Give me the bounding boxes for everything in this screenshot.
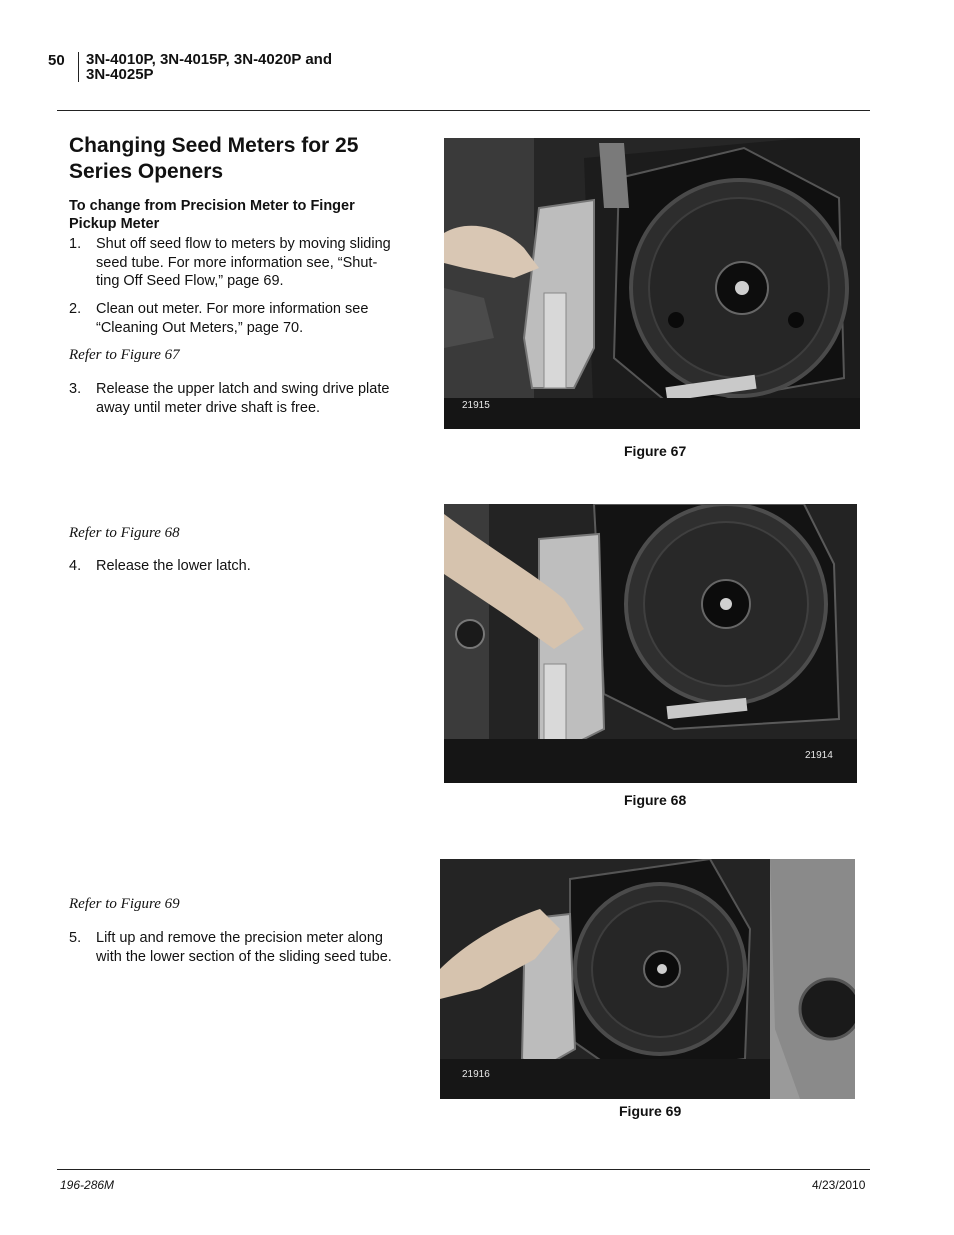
step-4 [69,557,414,576]
figure-68-photo [444,504,857,783]
step-text-line: Release the upper latch and swing drive plate [96,381,390,397]
subheading-line1: To change from Precision Meter to Finger [69,198,355,214]
step-number: 4. [69,558,82,574]
step-number: 1. [69,236,82,252]
subheading [69,197,409,233]
figure-67-caption: Figure 67 [624,443,687,459]
subheading-line2: Pickup Meter [69,216,160,232]
step-text-line: seed tube. For more information see, “Shut- [96,254,378,271]
step-number: 3. [69,381,82,397]
step-text-line: away until meter drive shaft is free. [96,399,321,416]
section-title-line2: Series Openers [69,160,224,183]
step-number: 5. [69,930,82,946]
photo-id-21915: 21915 [462,400,490,411]
meter-photo-illustration [440,859,855,1099]
page-number: 50 [48,52,65,69]
step-2 [69,300,414,337]
photo-id-21914: 21914 [805,750,833,761]
step-text-line: Lift up and remove the precision meter along [96,930,383,946]
header-title [86,52,386,82]
step-1 [69,235,414,291]
figure-67-photo [444,138,860,429]
step-text-line: ting Off Seed Flow,” page 69. [96,273,284,289]
figure-reference-68: Refer to Figure 68 [69,525,180,541]
figure-68-caption: Figure 68 [624,792,687,808]
step-3 [69,380,414,417]
figure-reference-67: Refer to Figure 67 [69,347,180,363]
figure-69-caption: Figure 69 [619,1103,682,1119]
revision-date: 4/23/2010 [812,1178,866,1192]
header-separator [78,52,79,82]
figure-69-photo [440,859,855,1099]
meter-photo-illustration [444,504,857,783]
step-text-line: with the lower section of the sliding seed tube. [96,948,392,965]
section-title-line1: Changing Seed Meters for 25 [69,134,359,157]
step-text-line: Clean out meter. For more information see [96,301,369,317]
section-title [69,133,409,185]
photo-id-21916: 21916 [462,1069,490,1080]
step-text-line: Shut off seed flow to meters by moving sliding [96,236,391,252]
header-rule [57,110,870,111]
header-title-line2: 3N-4025P [86,66,154,83]
figure-reference-69: Refer to Figure 69 [69,896,180,912]
step-text-line: Release the lower latch. [96,558,251,574]
step-5 [69,929,414,966]
header-title-line1: 3N-4010P, 3N-4015P, 3N-4020P and [86,51,332,68]
footer-rule [57,1169,870,1170]
step-text-line: “Cleaning Out Meters,” page 70. [96,319,304,336]
document-number: 196-286M [60,1178,115,1192]
meter-photo-illustration [444,138,860,429]
step-number: 2. [69,301,82,317]
